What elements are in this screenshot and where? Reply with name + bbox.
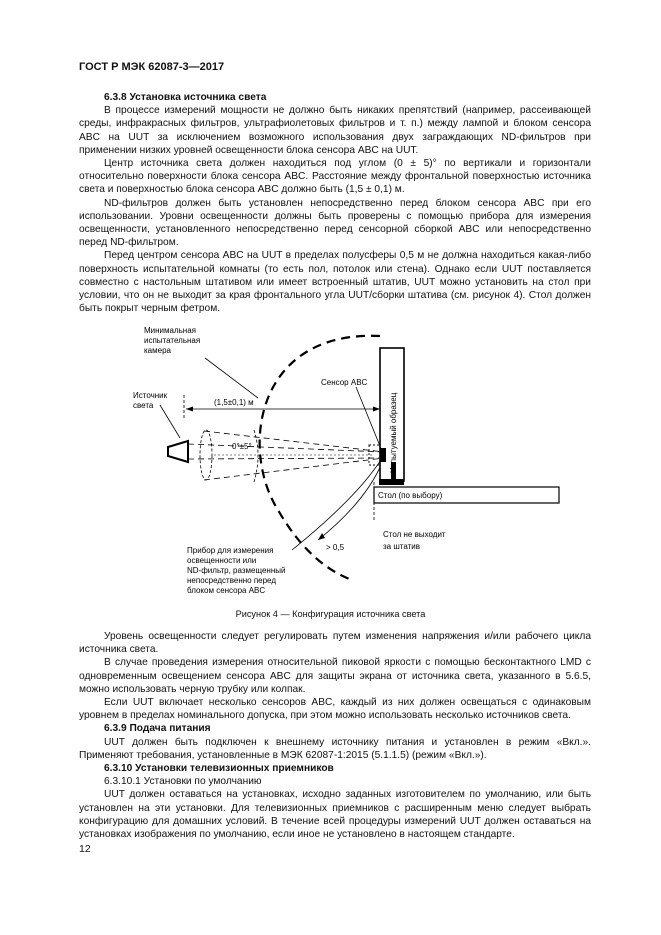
meter-label-1: Прибор для измерения [187,546,274,555]
meter-label-4: непосредственно перед [187,576,276,585]
paragraph: В процессе измерений мощности не должно быть никаких препятствий (например, рассеивающей среды, инфракрасных фильтров, ультрафиолетовых фильтров и т. п.) между лампой и блоком сенсора ABC на UUT за исключением возможного использования двух заграждающих ND-фильтров при применении низких уровней освещенности блока сенсора ABC на UUT. [79,105,591,156]
meter-label-3: ND-фильтр, размещенный [187,566,286,575]
distance-label: (1,5±0,1) м [214,398,254,407]
paragraph: UUT должен оставаться на установках, исходно заданных изготовителем по умолчанию, или быть установлен на эти установки. Для телевизионных приемников с расширенным меню следует выбрать конфигурацию для домашних условий. В течение всей процедуры измерений UUT должен оставаться на установках изображения по умолчанию, если иное не установлено в настоящем стандарте. [79,789,591,841]
section-title: 6.3.8 Установка источника света [104,92,267,103]
table-note-2: за штатив [383,542,420,551]
sensor-abc [380,448,386,462]
meter-label-5: блоком сенсора ABC [187,586,266,595]
chamber-label-1: Минимальная [144,326,197,335]
table-note-1: Стол не выходит [383,530,446,539]
sensor-label: Сенсор ABC [321,378,368,387]
paragraph: UUT должен быть подключен к внешнему источнику питания и установлен в режим «Вкл.». Применяют требования, установленные в МЭК 62087-1:2015 (5.1.1.5) (режим «Вкл.»). [79,736,591,761]
text-after-figure [79,630,591,841]
source-pointer [160,405,180,438]
angle-label: 0°±5° [232,442,252,451]
table-label: Стол (по выбору) [378,491,443,500]
meter-label-2: освещенности или [187,556,257,565]
source-label-2: света [133,401,154,410]
light-source-icon [168,441,188,462]
paragraph: ND-фильтров должен быть установлен непосредственно перед блоком сенсора ABC при его использовании. Уровни освещенности должны быть проверены с помощью прибора для измерения освещенности, установленного непосредственно перед сенсорной сборкой ABC или непосредственно перед ND-фильтром. [79,197,591,249]
subsection-title: 6.3.10.1 Установки по умолчанию [104,776,262,788]
chamber-label-3: камера [144,346,171,355]
figure-caption: Рисунок 4 — Конфигурация источника света [235,609,426,619]
paragraph: Центр источника света должен находиться под углом (0 ± 5)° по вертикали и горизонтали относительно поверхности блока сенсора ABC. Расстояние между фронтальной поверхностью источника света и поверхностью блока сенсора ABC должно быть (1,5 ± 0,1) м. [79,158,591,196]
chamber-label-2: испытательная [144,336,201,345]
paragraph: В случае проведения измерения относительной пиковой яркости с помощью бесконтактного LMD с одновременным освещением сенсора ABC для защиты экрана от источника света, указанного в 5.6.5, можно использовать черную трубку или колпак. [79,657,591,695]
radius-label: > 0,5 [326,543,345,552]
sample-label: Испытуемый образец [389,392,398,473]
paragraph: Уровень освещенности следует регулировать путем изменения напряжения и/или рабочего цикла источника света. [79,631,591,656]
chamber-pointer [205,358,258,398]
page-number: 12 [79,843,91,855]
source-label-1: Источник [133,391,168,400]
standard-header: ГОСТ Р МЭК 62087-3—2017 [79,61,225,73]
section-title: 6.3.10 Установки телевизионных приемников [104,763,334,775]
section-title: 6.3.9 Подача питания [104,723,211,735]
paragraph: Если UUT включает несколько сенсоров ABC, каждый из них должен освещаться с одинаковым уровнем в пределах номинального допуска, при этом можно использовать несколько источников света. [79,697,591,722]
cone-ellipse [200,430,212,480]
paragraph: Перед центром сенсора ABC на UUT в пределах полусферы 0,5 м не должна находиться какая-либо поверхность испытательной комнаты (то есть пол, потолок или стена). Однако если UUT поставляется совместно с настольным штативом или имеет встроенный штатив, UUT можно установить на стол при условии, что он не выходит за края фронтального угла UUT/сборки штатива (см. рисунок 4). Стол должен быть покрыт черным фетром. [79,250,591,315]
